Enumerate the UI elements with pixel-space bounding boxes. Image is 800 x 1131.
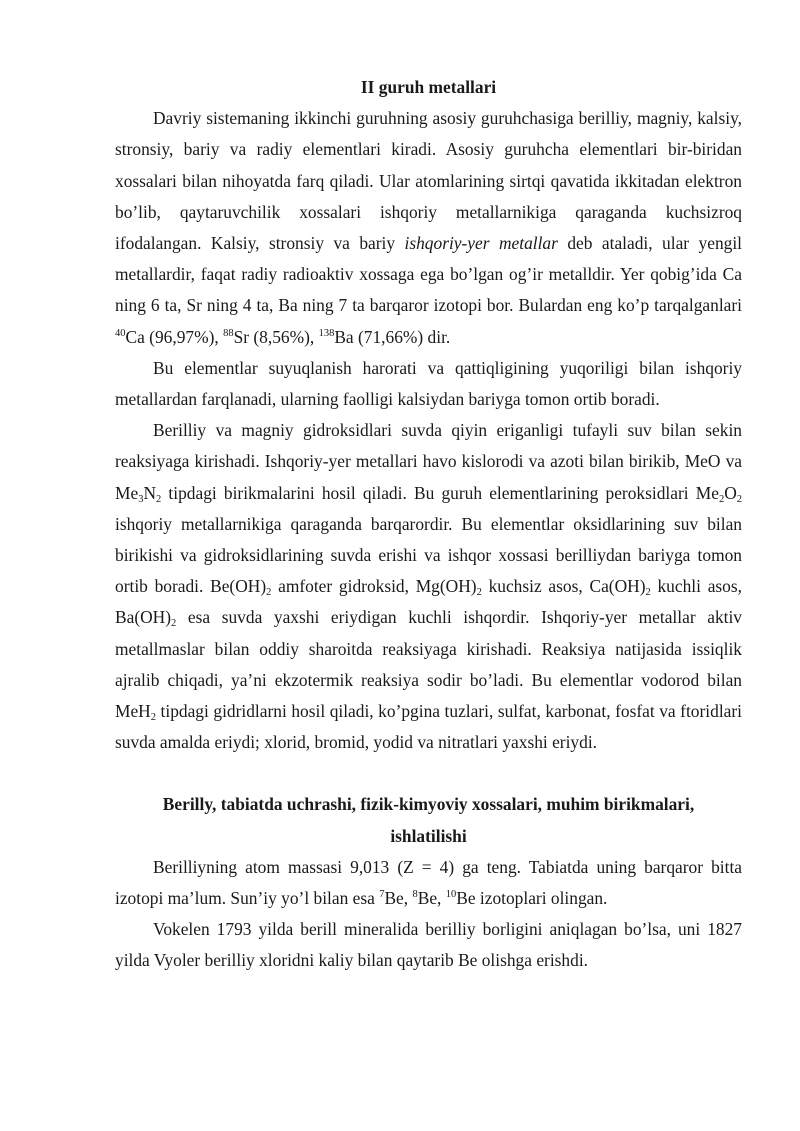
paragraph-reactions: Berilliy va magniy gidroksidlari suvda qiyin eriganligi tufayli suv bilan sekin reaksiyaga kirishadi. Ishqoriy-yer metallari havo kislorodi va azoti bilan birikib, MeO va $Me_3N_2$ tipdagi birikmalarini hosil qiladi. Bu guruh elementlarining peroksidlari $Me_2O_2$ ishqoriy metallarnikiga qaraganda barqarordir. Bu elementlar oksidlarining suv bilan birikishi va gidroksidlarining suvda erishi va ishqor xossasi berilliydan bariyga tomon ortib boradi. $Be(OH)_2$ amfoter gidroksid, $Mg(OH)_2$ kuchsiz asos, $Ca(OH)_2$ kuchli asos, $Ba(OH)_2$ esa suvda yaxshi eriydigan kuchli ishqordir. Ishqoriy-yer metallar aktiv metallmaslar bilan oddiy sharoitda reaksiyaga kirishadi. Reaksiya natijasida issiqlik ajralib chiqadi, ya’ni ekzotermik reaksiya sodir bo’ladi. Bu elementlar vodorod bilan MeH$_2$ tipdagi gidridlarni hosil qiladi, ko’pgina tuzlari, sulfat, karbonat, fosfat va ftoridlari suvda amalda eriydi; xlorid, bromid, yodid va nitratlari yaxshi eriydi. [115,420,742,753]
section-spacer [115,758,742,789]
paragraph-intro: Davriy sistemaning ikkinchi guruhning asosiy guruhchasiga berilliy, magniy, kalsiy, stronsiy, bariy va radiy elementlari kiradi. Asosiy guruhcha elementlari bir-biridan xossalari bilan nihoyatda farq qiladi. Ular atomlarining sirtqi qavatida ikkitadan elektron bo’lib, qaytaruvchilik xossalari ishqoriy metallarnikiga qaraganda kuchsizroq ifodalangan. Kalsiy, stronsiy va bariy ishqoriy-yer metallar deb ataladi, ular yengil metallardir, faqat radiy radioaktiv xossaga ega bo’lgan og’ir metalldir. Yer qobig’ida Ca ning 6 ta, Sr ning 4 ta, Ba ning 7 ta barqaror izotopi bor. Bulardan eng ko’p tarqalganlari $^{40}$Ca (96,97%), $^{88}$Sr (8,56%), $^{138}$Ba (71,66%) dir. [115,108,742,347]
section-title: II guruh metallari [360,77,497,97]
document-page [115,72,742,977]
paragraph-properties: Bu elementlar suyuqlanish harorati va qattiqligining yuqoriligi bilan ishqoriy metallardan farqlanadi, ularning faolligi kalsiydan bariyga tomon ortib boradi. [115,357,742,410]
paragraph-atomic-mass: Berilliyning atom massasi 9,013 (Z = 4) ga teng. Tabiatda uning barqaror bitta izotopi ma’lum. Sun’iy yo’l bilan esa $^7$Be, $^8$Be, $^{10}$Be izotoplari olingan. [115,856,742,909]
subsection-title: Berilly, tabiatda uchrashi, fizik-kimyoviy xossalari, muhim birikmalari, ishlatilishi [162,794,695,846]
paragraph-history: Vokelen 1793 yilda berill mineralida berilliy borligini aniqlagan bo’lsa, uni 1827 yilda Vyoler berilliy xloridni kaliy bilan qaytarib Be olishga erishdi. [115,919,742,971]
emphasis-term: ishqoriy-yer metallar [404,233,558,254]
